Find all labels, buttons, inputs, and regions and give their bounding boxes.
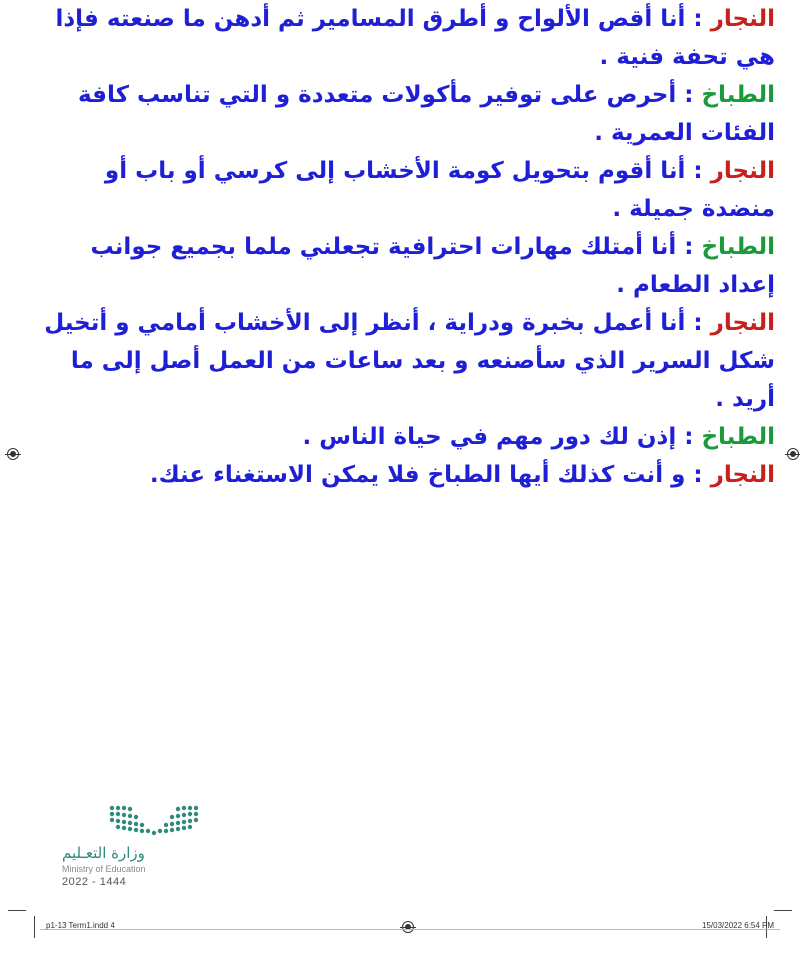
crop-mark [774,910,792,911]
registration-mark-icon [787,448,799,460]
dialogue-line [40,76,775,152]
dialogue-line [40,456,775,494]
dialogue-text [40,0,775,494]
speaker-label: الطباخ [701,82,775,108]
ministry-name-english: Ministry of Education [62,864,146,874]
slug-rule [40,929,780,930]
dialogue-line [40,0,775,76]
crop-mark [8,910,26,911]
line-text: إذن لك دور مهم في حياة الناس . [302,424,677,450]
dialogue-line [40,152,775,228]
speaker-label: النجار [710,310,775,336]
line-text: أنا أقوم بتحويل كومة الأخشاب إلى كرسي أو باب أو منضدة جميلة . [104,158,775,222]
speaker-colon: : [684,424,694,450]
academic-year: 2022 - 1444 [62,876,127,888]
speaker-colon: : [693,158,703,184]
crop-mark [34,916,35,938]
speaker-colon: : [693,6,703,32]
line-text: و أنت كذلك أيها الطباخ فلا يمكن الاستغناء عنك. [149,462,686,488]
dialogue-line [40,418,775,456]
slug-timestamp: 15/03/2022 6:54 PM [702,921,775,930]
line-text: أحرص على توفير مأكولات متعددة و التي تناسب كافة الفئات العمرية . [77,82,775,146]
line-text: أنا أعمل بخبرة ودراية ، أنظر إلى الأخشاب أمامي و أتخيل شكل السرير الذي سأصنعه و بعد ساعات من العمل أصل إلى ما أريد . [44,310,775,412]
speaker-label: النجار [710,6,775,32]
slug-filename: p1-13 Term1.indd 4 [46,921,115,930]
dialogue-line [40,304,775,418]
speaker-colon: : [693,462,703,488]
speaker-colon: : [684,82,694,108]
speaker-label: الطباخ [701,234,775,260]
speaker-colon: : [684,234,694,260]
ministry-dots-icon [108,804,200,836]
line-text: أنا أقص الألواح و أطرق المسامير ثم أدهن ما صنعته فإذا هي تحفة فنية . [55,6,775,70]
ministry-name-arabic: وزارة التعـليم [62,844,145,862]
speaker-label: الطباخ [701,424,775,450]
line-text: أنا أمتلك مهارات احترافية تجعلني ملما بجميع جوانب إعداد الطعام . [90,234,775,298]
speaker-label: النجار [710,158,775,184]
speaker-colon: : [693,310,703,336]
registration-mark-icon [7,448,19,460]
registration-mark-icon [402,921,414,933]
speaker-label: النجار [710,462,775,488]
dialogue-line [40,228,775,304]
